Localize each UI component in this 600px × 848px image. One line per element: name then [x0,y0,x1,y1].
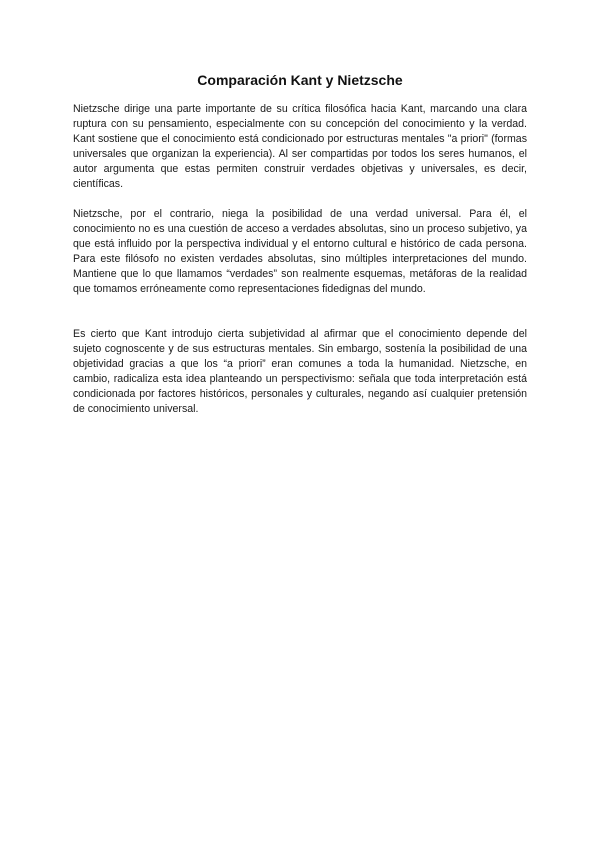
paragraph-2: Nietzsche, por el contrario, niega la posibilidad de una verdad universal. Para él, el conocimiento no es una cuestión de acceso a verdades absolutas, sino un proceso subjetivo, ya que está influido por la perspectiva individual y el entorno cultural e histórico de cada persona. Para este filósofo no existen verdades absolutas, sino múltiples interpretaciones del mundo. Mantiene que lo que llamamos “verdades” son realmente esquemas, metáforas de la realidad que tomamos erróneamente como representaciones fidedignas del mundo. [73,208,527,295]
paragraph-3: Es cierto que Kant introdujo cierta subjetividad al afirmar que el conocimiento depende del sujeto cognoscente y de sus estructuras mentales. Sin embargo, sostenía la posibilidad de una objetividad gracias a que los “a priori” eran comunes a toda la humanidad. Nietzsche, en cambio, radicaliza esta idea planteando un perspectivismo: señala que toda interpretación está condicionada por factores históricos, personales y culturales, negando así cualquier pretensión de conocimiento universal. [73,328,527,415]
paragraph-1: Nietzsche dirige una parte importante de su crítica filosófica hacia Kant, marcando una clara ruptura con su pensamiento, especialmente con su concepción del conocimiento y la verdad. Kant sostiene que el conocimiento está condicionado por estructuras mentales "a priori" (formas universales que organizan la experiencia). Al ser compartidas por todos los seres humanos, el autor argumenta que estas permiten construir verdades objetivas y universales, es decir, científicas. [73,103,527,190]
document-title: Comparación Kant y Nietzsche [197,72,403,88]
